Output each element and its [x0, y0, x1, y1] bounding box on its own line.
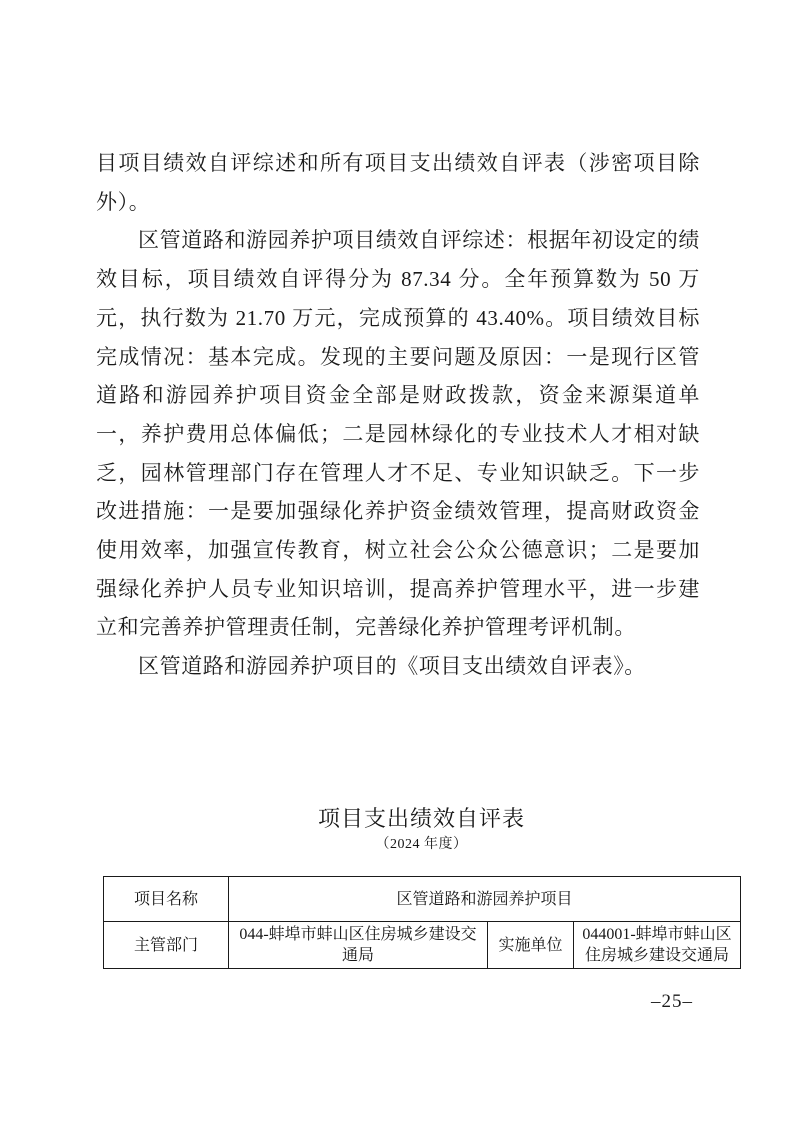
table-row-project-name	[104, 877, 741, 922]
body-paragraph-table-reference: 区管道路和游园养护项目的《项目支出绩效自评表》。	[138, 654, 646, 679]
cell-supervising-department-value: 044-蚌埠市蚌山区住房城乡建设交通局	[229, 922, 488, 969]
self-evaluation-table	[103, 876, 741, 969]
form-subtitle-year: （2024 年度）	[375, 837, 468, 852]
form-title: 项目支出绩效自评表	[317, 806, 525, 831]
cell-implementing-unit-label: 实施单位	[488, 922, 574, 969]
body-paragraph-continuation: 目项目绩效自评综述和所有项目支出绩效自评表（涉密项目除外）。	[96, 151, 700, 214]
body-paragraph-self-evaluation-summary: 区管道路和游园养护项目绩效自评综述：根据年初设定的绩效目标，项目绩效自评得分为 87.34 分。全年预算数为 50 万元，执行数为 21.70 万元，完成预算的 43.40%。项目绩效目标完成情况：基本完成。发现的主要问题及原因：一是现行区管道路和游园养护项目资金全部是财政拨款，资金来源渠道单一，养护费用总体偏低；二是园林绿化的专业技术人才相对缺乏，园林管理部门存在管理人才不足、专业知识缺乏。下一步改进措施：一是要加强绿化养护资金绩效管理，提高财政资金使用效率，加强宣传教育，树立社会公众公德意识；二是要加强绿化养护人员专业知识培训，提高养护管理水平，进一步建立和完善养护管理责任制，完善绿化养护管理考评机制。	[96, 228, 700, 640]
cell-supervising-department-label: 主管部门	[104, 922, 229, 969]
body-text-block	[96, 144, 700, 686]
cell-project-name-value: 区管道路和游园养护项目	[229, 877, 741, 922]
page-number: –25–	[651, 991, 693, 1012]
table-row-departments	[104, 922, 741, 969]
cell-implementing-unit-value: 044001-蚌埠市蚌山区住房城乡建设交通局	[574, 922, 741, 969]
cell-project-name-label: 项目名称	[104, 877, 229, 922]
